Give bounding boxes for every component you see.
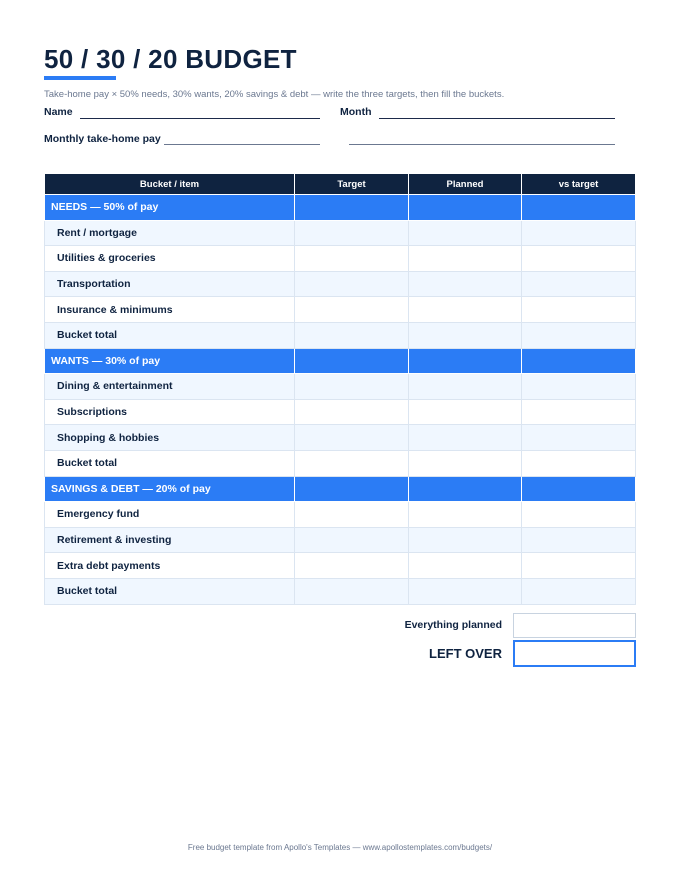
column-header-planned: Planned <box>409 174 522 195</box>
target-cell[interactable] <box>295 322 409 348</box>
planned-cell[interactable] <box>409 374 522 400</box>
item-label: Retirement & investing <box>45 527 295 553</box>
wants-target-cell[interactable] <box>295 348 409 374</box>
vs-target-cell[interactable] <box>522 246 636 272</box>
vs-target-cell[interactable] <box>522 322 636 348</box>
vs-target-cell[interactable] <box>522 271 636 297</box>
item-label: Extra debt payments <box>45 553 295 579</box>
table-row <box>45 425 636 451</box>
planned-cell[interactable] <box>409 297 522 323</box>
vs-target-cell[interactable] <box>522 450 636 476</box>
takehome-label: Monthly take-home pay <box>44 133 161 145</box>
target-cell[interactable] <box>295 578 409 604</box>
everything-planned-label: Everything planned <box>404 619 502 631</box>
month-label: Month <box>340 106 372 118</box>
needs-vs-target-cell[interactable] <box>522 195 636 221</box>
target-cell[interactable] <box>295 399 409 425</box>
name-label: Name <box>44 106 73 118</box>
item-label: Bucket total <box>45 578 295 604</box>
savings-target-cell[interactable] <box>295 476 409 502</box>
bucket-total-row <box>45 450 636 476</box>
item-label: Subscriptions <box>45 399 295 425</box>
section-label-savings: SAVINGS & DEBT — 20% of pay <box>45 476 295 502</box>
vs-target-cell[interactable] <box>522 374 636 400</box>
planned-cell[interactable] <box>409 246 522 272</box>
vs-target-cell[interactable] <box>522 578 636 604</box>
item-label: Utilities & groceries <box>45 246 295 272</box>
table-row <box>45 297 636 323</box>
vs-target-cell[interactable] <box>522 425 636 451</box>
vs-target-cell[interactable] <box>522 527 636 553</box>
item-label: Rent / mortgage <box>45 220 295 246</box>
item-label: Shopping & hobbies <box>45 425 295 451</box>
item-label: Emergency fund <box>45 502 295 528</box>
target-cell[interactable] <box>295 502 409 528</box>
savings-vs-target-cell[interactable] <box>522 476 636 502</box>
target-cell[interactable] <box>295 553 409 579</box>
target-cell[interactable] <box>295 246 409 272</box>
vs-target-cell[interactable] <box>522 399 636 425</box>
planned-cell[interactable] <box>409 450 522 476</box>
planned-cell[interactable] <box>409 527 522 553</box>
section-row-needs <box>45 195 636 221</box>
section-row-wants <box>45 348 636 374</box>
target-cell[interactable] <box>295 374 409 400</box>
table-row <box>45 399 636 425</box>
target-cell[interactable] <box>295 450 409 476</box>
name-field[interactable] <box>80 118 320 119</box>
target-cell[interactable] <box>295 527 409 553</box>
planned-cell[interactable] <box>409 399 522 425</box>
footer-credit: Free budget template from Apollo's Templates — www.apollostemplates.com/budgets/ <box>187 843 493 852</box>
left-over-label: LEFT OVER <box>429 646 502 661</box>
takehome-extra-field[interactable] <box>349 144 615 145</box>
item-label: Insurance & minimums <box>45 297 295 323</box>
planned-cell[interactable] <box>409 578 522 604</box>
budget-table <box>44 173 636 605</box>
item-label: Bucket total <box>45 322 295 348</box>
vs-target-cell[interactable] <box>522 220 636 246</box>
table-row <box>45 502 636 528</box>
table-row <box>45 246 636 272</box>
planned-cell[interactable] <box>409 220 522 246</box>
wants-planned-cell[interactable] <box>409 348 522 374</box>
planned-cell[interactable] <box>409 322 522 348</box>
target-cell[interactable] <box>295 220 409 246</box>
bucket-total-row <box>45 578 636 604</box>
table-header-row <box>45 174 636 195</box>
section-row-savings <box>45 476 636 502</box>
planned-cell[interactable] <box>409 502 522 528</box>
table-row <box>45 374 636 400</box>
table-row <box>45 527 636 553</box>
instructions-text: Take-home pay × 50% needs, 30% wants, 20% savings & debt — write the three targets, then fill the buckets. <box>44 89 505 100</box>
item-label: Transportation <box>45 271 295 297</box>
planned-cell[interactable] <box>409 271 522 297</box>
savings-planned-cell[interactable] <box>409 476 522 502</box>
table-row <box>45 271 636 297</box>
vs-target-cell[interactable] <box>522 297 636 323</box>
left-over-box[interactable] <box>513 640 636 667</box>
wants-vs-target-cell[interactable] <box>522 348 636 374</box>
column-header-bucket: Bucket / item <box>45 174 295 195</box>
bucket-total-row <box>45 322 636 348</box>
planned-cell[interactable] <box>409 553 522 579</box>
section-label-wants: WANTS — 30% of pay <box>45 348 295 374</box>
table-row <box>45 553 636 579</box>
target-cell[interactable] <box>295 297 409 323</box>
item-label: Dining & entertainment <box>45 374 295 400</box>
column-header-vs-target: vs target <box>522 174 636 195</box>
page-title: 50 / 30 / 20 BUDGET <box>44 44 297 74</box>
needs-target-cell[interactable] <box>295 195 409 221</box>
title-underline <box>44 76 116 80</box>
target-cell[interactable] <box>295 271 409 297</box>
takehome-field[interactable] <box>164 144 320 145</box>
section-label-needs: NEEDS — 50% of pay <box>45 195 295 221</box>
vs-target-cell[interactable] <box>522 553 636 579</box>
table-row <box>45 220 636 246</box>
everything-planned-box[interactable] <box>513 613 636 638</box>
month-field[interactable] <box>379 118 615 119</box>
needs-planned-cell[interactable] <box>409 195 522 221</box>
column-header-target: Target <box>295 174 409 195</box>
item-label: Bucket total <box>45 450 295 476</box>
vs-target-cell[interactable] <box>522 502 636 528</box>
target-cell[interactable] <box>295 425 409 451</box>
planned-cell[interactable] <box>409 425 522 451</box>
